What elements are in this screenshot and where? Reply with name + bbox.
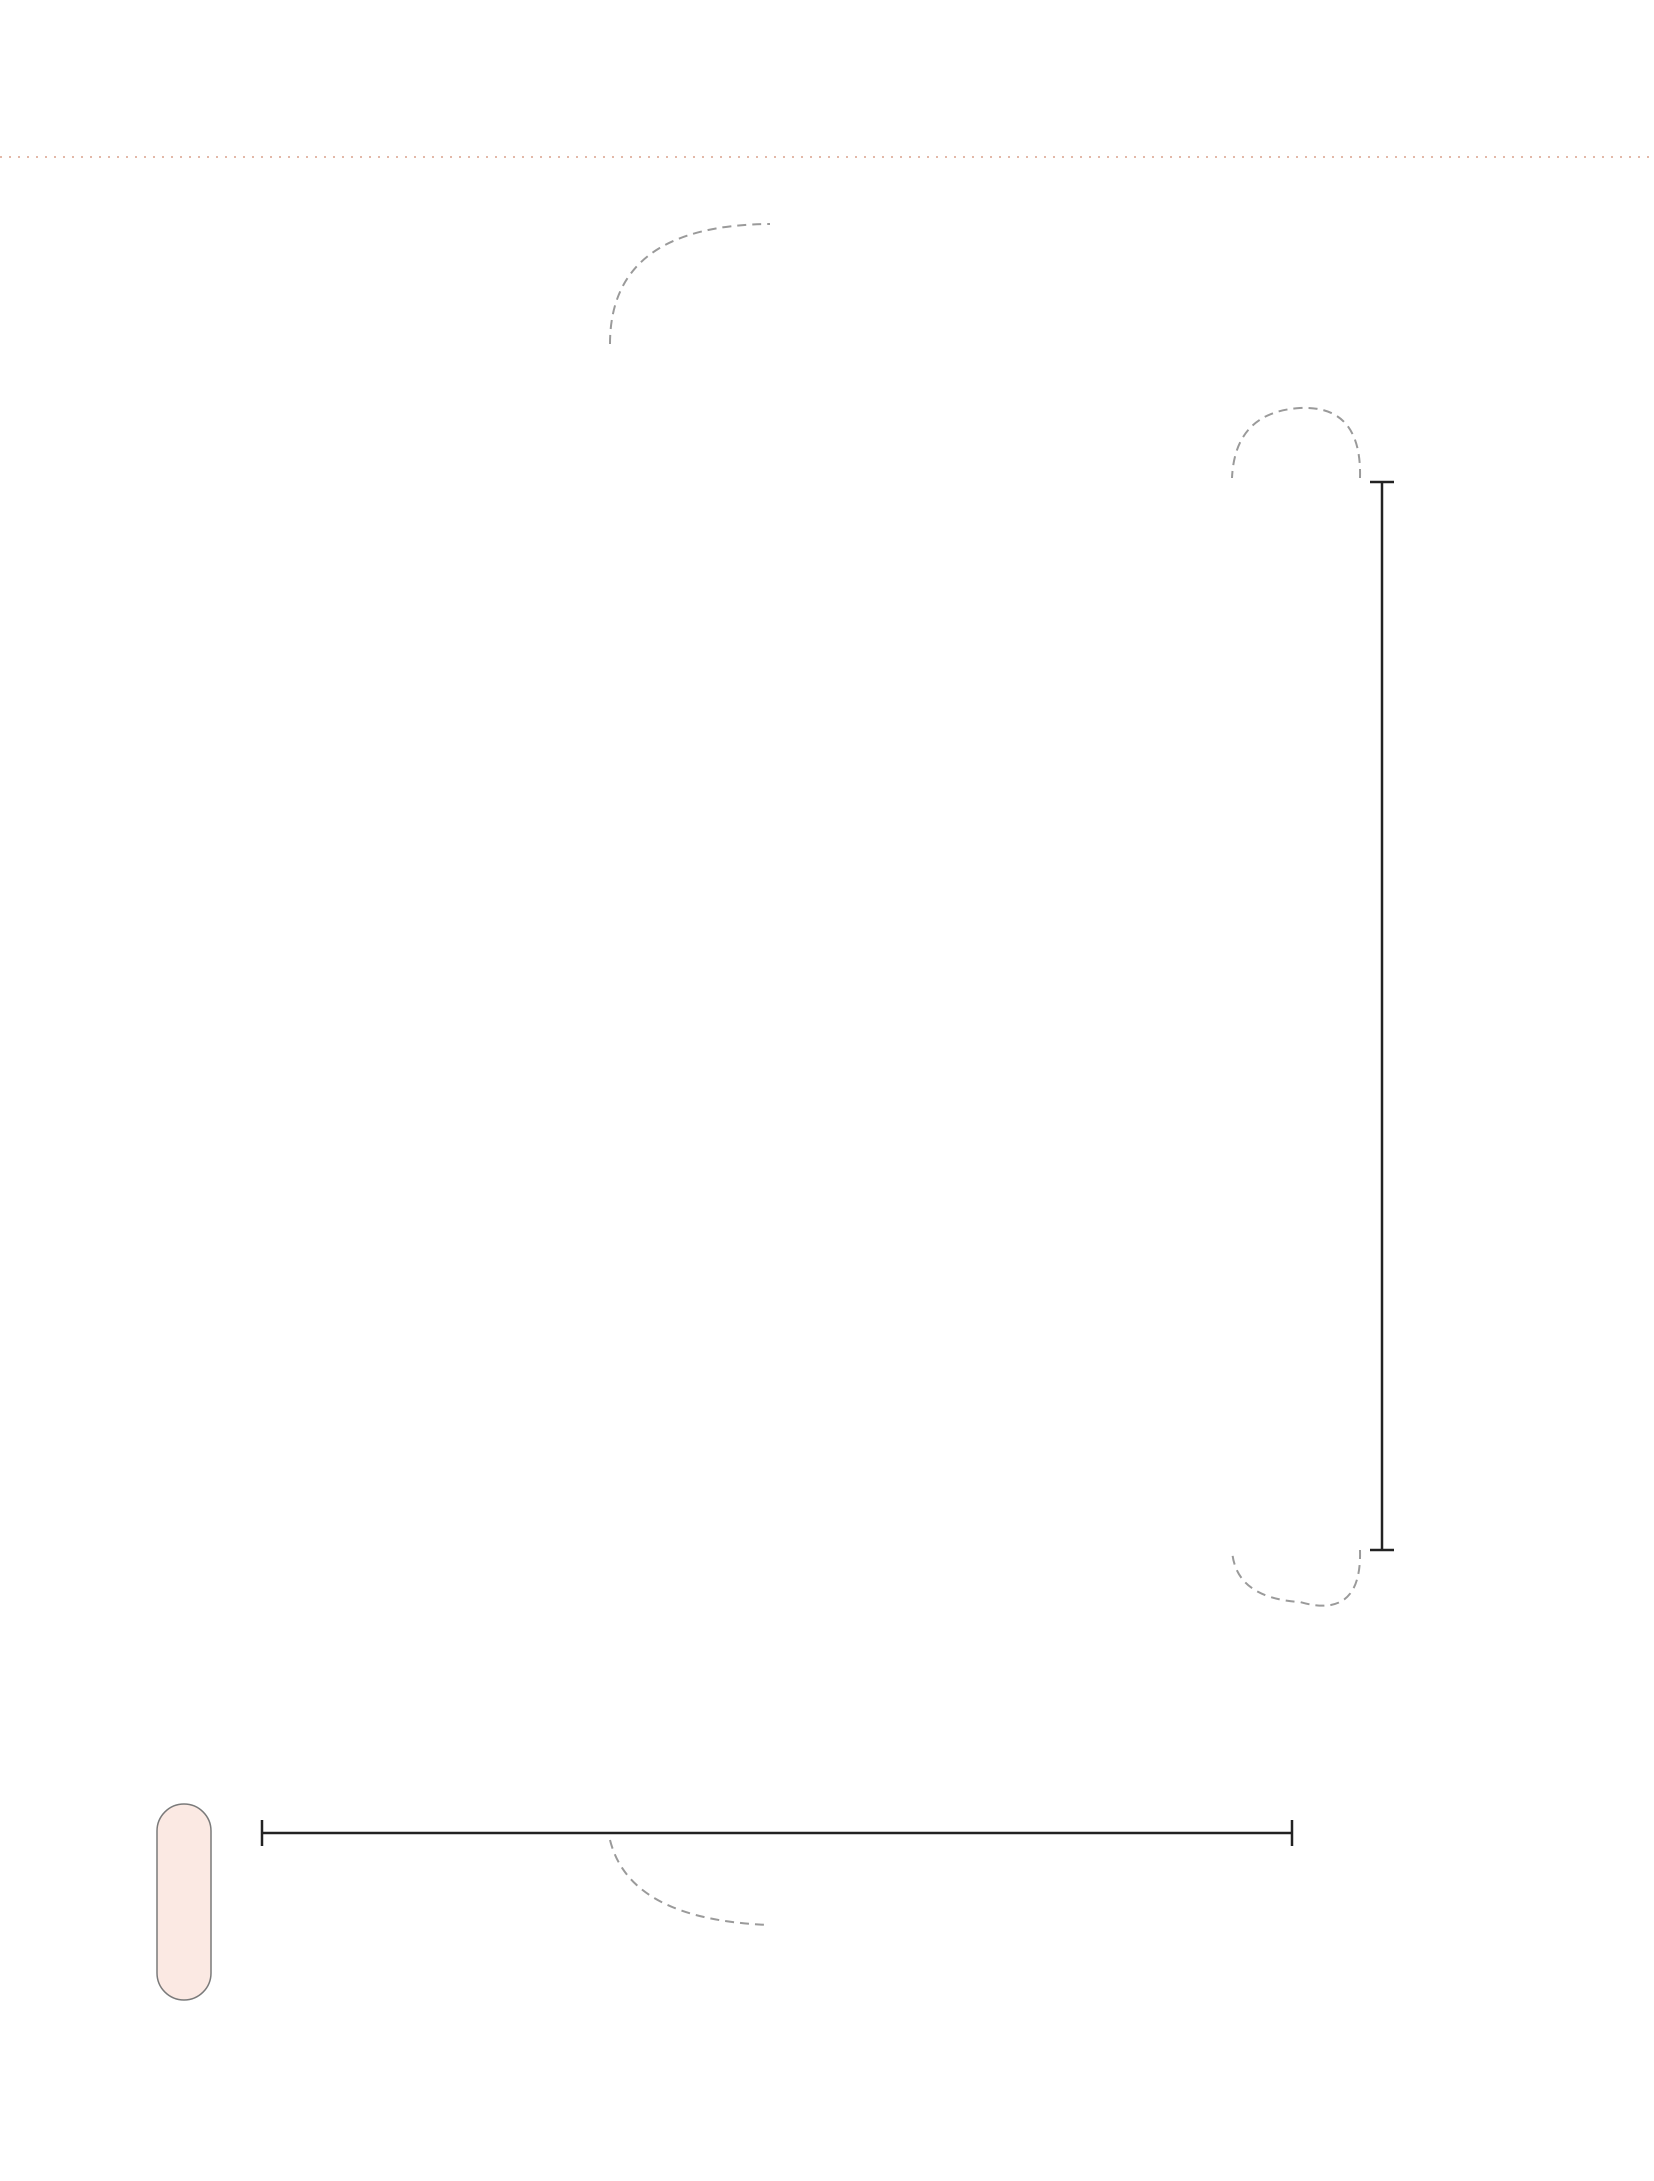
pouch-outline-top	[610, 224, 770, 344]
pouch-outline-bottom	[610, 1840, 770, 1925]
title-badge	[157, 1804, 211, 2000]
width-dimension	[262, 1820, 1292, 1846]
pouch-outline-base-bottom	[1232, 1550, 1360, 1606]
pouch-outline-base-top	[1232, 408, 1360, 478]
height-dimension	[1370, 482, 1394, 1550]
